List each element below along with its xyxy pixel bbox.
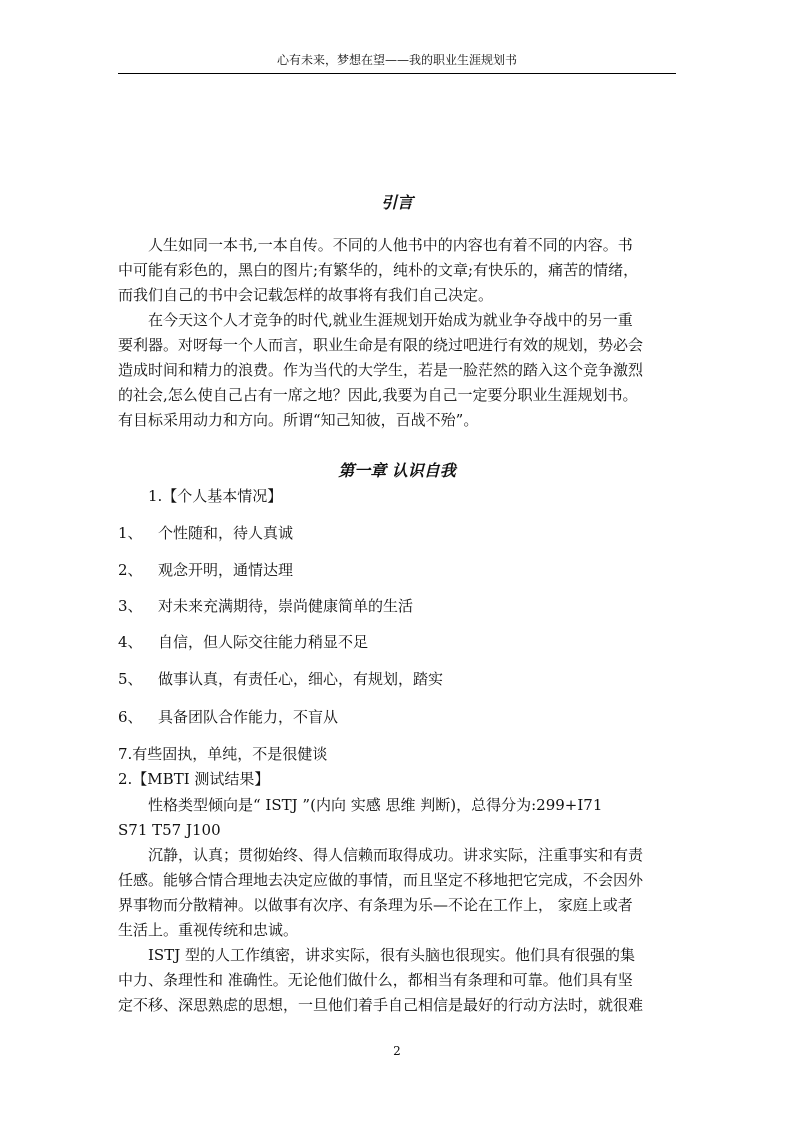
section-2-title: 2.【MBTI 测试结果】 [118,770,270,788]
trait-number: 5、 [118,670,143,688]
text-line: 而我们自己的书中会记载怎样的故事将有我们自己决定。 [118,286,494,304]
trait-number: 6、 [118,708,143,726]
trait-text: 具备团队合作能力，不盲从 [158,708,339,726]
trait-item-7: 7.有些固执，单纯，不是很健谈 [118,745,328,763]
trait-text: 做事认真，有责任心，细心，有规划，踏实 [158,670,444,688]
chapter-1-heading: 第一章 认识自我 [338,461,456,480]
text-line: 生活上。重视传统和忠诚。 [118,921,299,939]
page-number: 2 [393,1044,401,1058]
trait-item [118,523,293,543]
trait-item [118,560,293,580]
trait-item [118,669,443,689]
trait-item [118,596,413,616]
trait-item [118,632,368,652]
text-line: 沉静，认真；贯彻始终、得人信赖而取得成功。讲求实际，注重事实和有责 [148,846,644,864]
mbti-result [118,793,678,843]
text-line: 要利器。对呀每一个人而言，职业生命是有限的绕过吧进行有效的规划，势必会 [118,336,644,354]
text-line: 有目标采用动力和方向。所谓“知己知彼，百战不殆”。 [118,411,479,429]
text-line: 性格类型倾向是“ ISTJ ”(内向 实感 思维 判断)，总得分为:299+I71 [148,796,603,814]
header-divider [118,73,676,74]
text-line: 在今天这个人才竞争的时代,就业生涯规划开始成为就业争夺战中的另一重 [148,311,633,329]
text-line: 界事物而分散精神。以做事有次序、有条理为乐—不论在工作上， 家庭上或者 [118,896,633,914]
trait-number: 2、 [118,561,143,579]
text-line: 任感。能够合情合理地去决定应做的事情，而且坚定不移地把它完成，不会因外 [118,871,644,889]
text-line: 的社会,怎么使自己占有一席之地？因此,我要为自己一定要分职业生涯规划书。 [118,386,638,404]
trait-text: 个性随和，待人真诚 [158,524,294,542]
text-line: 中可能有彩色的，黑白的图片;有繁华的，纯朴的文章;有快乐的，痛苦的情绪， [118,261,639,279]
trait-text: 观念开明，通情达理 [158,561,294,579]
text-line: 中力、条理性和 准确性。无论他们做什么，都相当有条理和可靠。他们具有坚 [118,971,633,989]
intro-paragraph-1 [118,233,678,308]
chapter-1-paragraph-4 [118,943,678,1018]
trait-text: 对未来充满期待，崇尚健康简单的生活 [158,597,414,615]
trait-text: 自信，但人际交往能力稍显不足 [158,633,369,651]
text-line: 定不移、深思熟虑的思想，一旦他们着手自己相信是最好的行动方法时，就很难 [118,996,644,1014]
trait-number: 4、 [118,633,143,651]
text-line: 人生如同一本书,一本自传。不同的人他书中的内容也有着不同的内容。书 [148,236,633,254]
text-line: S71 T57 J100 [118,821,221,839]
trait-item [118,707,338,727]
page-header-title: 心有未来，梦想在望——我的职业生涯规划书 [276,53,517,67]
section-1-title: 1.【个人基本情况】 [148,487,283,505]
text-line: 造成时间和精力的浪费。作为当代的大学生，若是一脸茫然的踏入这个竞争激烈 [118,361,644,379]
trait-number: 1、 [118,524,143,542]
intro-heading: 引言 [380,193,413,212]
text-line: ISTJ 型的人工作缜密，讲求实际，很有头脑也很现实。他们具有很强的集 [148,946,635,964]
chapter-1-paragraph-3 [118,843,678,943]
trait-number: 3、 [118,597,143,615]
intro-paragraph-2 [118,308,678,433]
